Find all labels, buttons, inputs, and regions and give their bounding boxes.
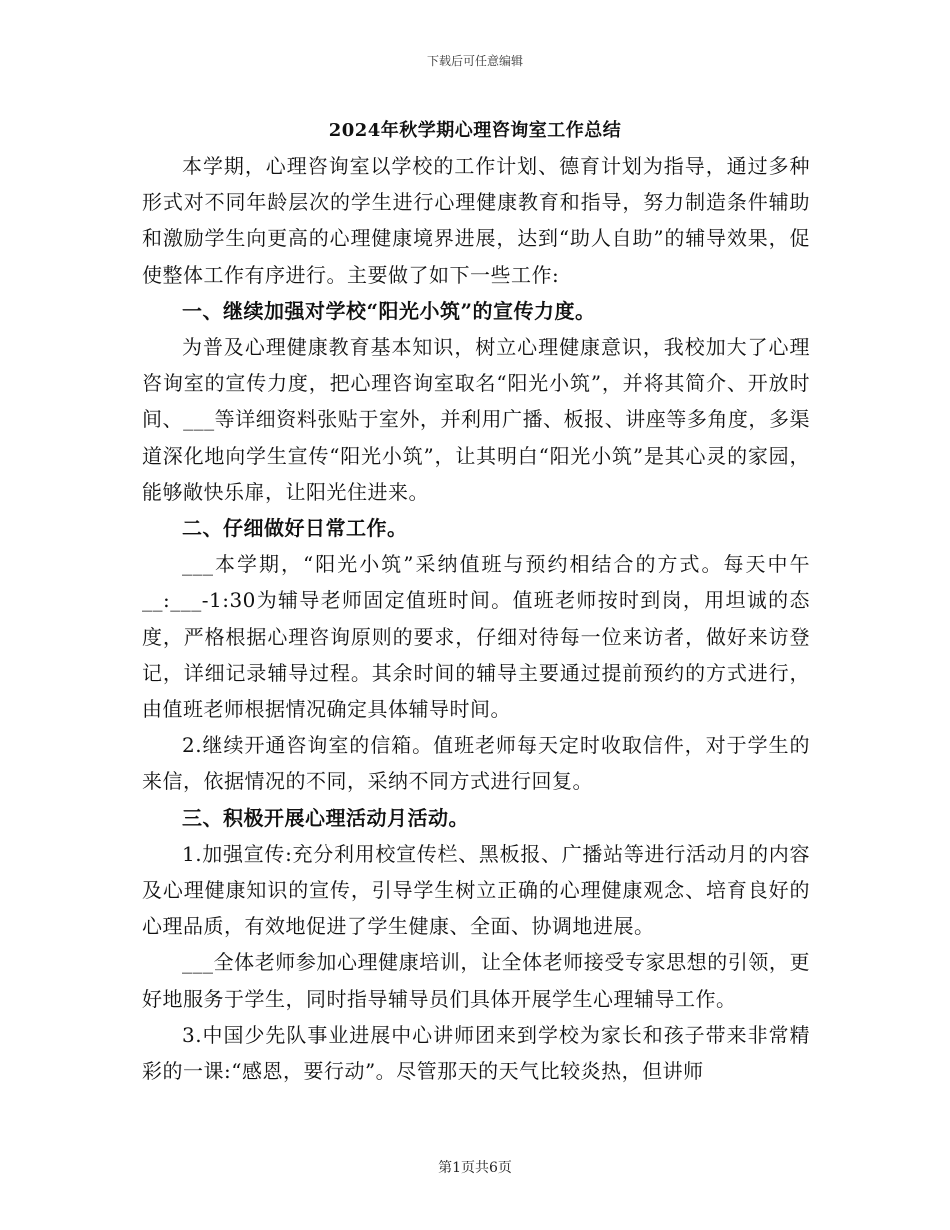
section-3-paragraph-1: 1.加强宣传:充分利用校宣传栏、黑板报、广播站等进行活动月的内容及心理健康知识的宣传，引导学生树立正确的心理健康观念、培育良好的心理品质，有效地促进了学生健康、全面、协调地进展。 — [142, 841, 810, 939]
section-heading-3: 三、积极开展心理活动月活动。 — [182, 805, 469, 830]
page-footer: 第1页共6页 — [438, 1160, 512, 1176]
section-3-paragraph-2: ___全体老师参加心理健康培训，让全体老师接受专家思想的引领，更好地服务于学生，同时指导辅导员们具体开展学生心理辅导工作。 — [142, 950, 810, 1011]
page-header: 下载后可任意编辑 — [426, 54, 523, 68]
section-heading-1: 一、继续加强对学校“阳光小筑”的宣传力度。 — [182, 298, 596, 323]
document-body — [142, 148, 810, 1089]
section-2-paragraph-1: ___本学期，“阳光小筑”采纳值班与预约相结合的方式。每天中午__:___-1:30为辅导老师固定值班时间。值班老师按时到岗，用坦诚的态度，严格根据心理咨询原则的要求，仔细对待每一位来访者，做好来访登记，详细记录辅导过程。其余时间的辅导主要通过提前预约的方式进行，由值班老师根据情况确定具体辅导时间。 — [142, 552, 810, 722]
section-1-paragraph: 为普及心理健康教育基本知识，树立心理健康意识，我校加大了心理咨询室的宣传力度，把心理咨询室取名“阳光小筑”，并将其简介、开放时间、___等详细资料张贴于室外，并利用广播、板报、讲座等多角度，多渠道深化地向学生宣传“阳光小筑”，让其明白“阳光小筑”是其心灵的家园，能够敞快乐扉，让阳光住进来。 — [142, 335, 810, 504]
intro-paragraph: 本学期，心理咨询室以学校的工作计划、德育计划为指导，通过多种形式对不同年龄层次的学生进行心理健康教育和指导，努力制造条件辅助和激励学生向更高的心理健康境界进展，达到“助人自助”的辅导效果，促使整体工作有序进行。主要做了如下一些工作: — [142, 154, 810, 287]
document-title: 2024年秋学期心理咨询室工作总结 — [328, 120, 622, 141]
section-2-paragraph-2: 2.继续开通咨询室的信箱。值班老师每天定时收取信件，对于学生的来信，依据情况的不同，采纳不同方式进行回复。 — [142, 733, 810, 794]
section-3-paragraph-3: 3.中国少先队事业进展中心讲师团来到学校为家长和孩子带来非常精彩的一课:“感恩，要行动”。尽管那天的天气比较炎热，但讲师 — [142, 1022, 810, 1084]
section-heading-2: 二、仔细做好日常工作。 — [182, 516, 408, 541]
